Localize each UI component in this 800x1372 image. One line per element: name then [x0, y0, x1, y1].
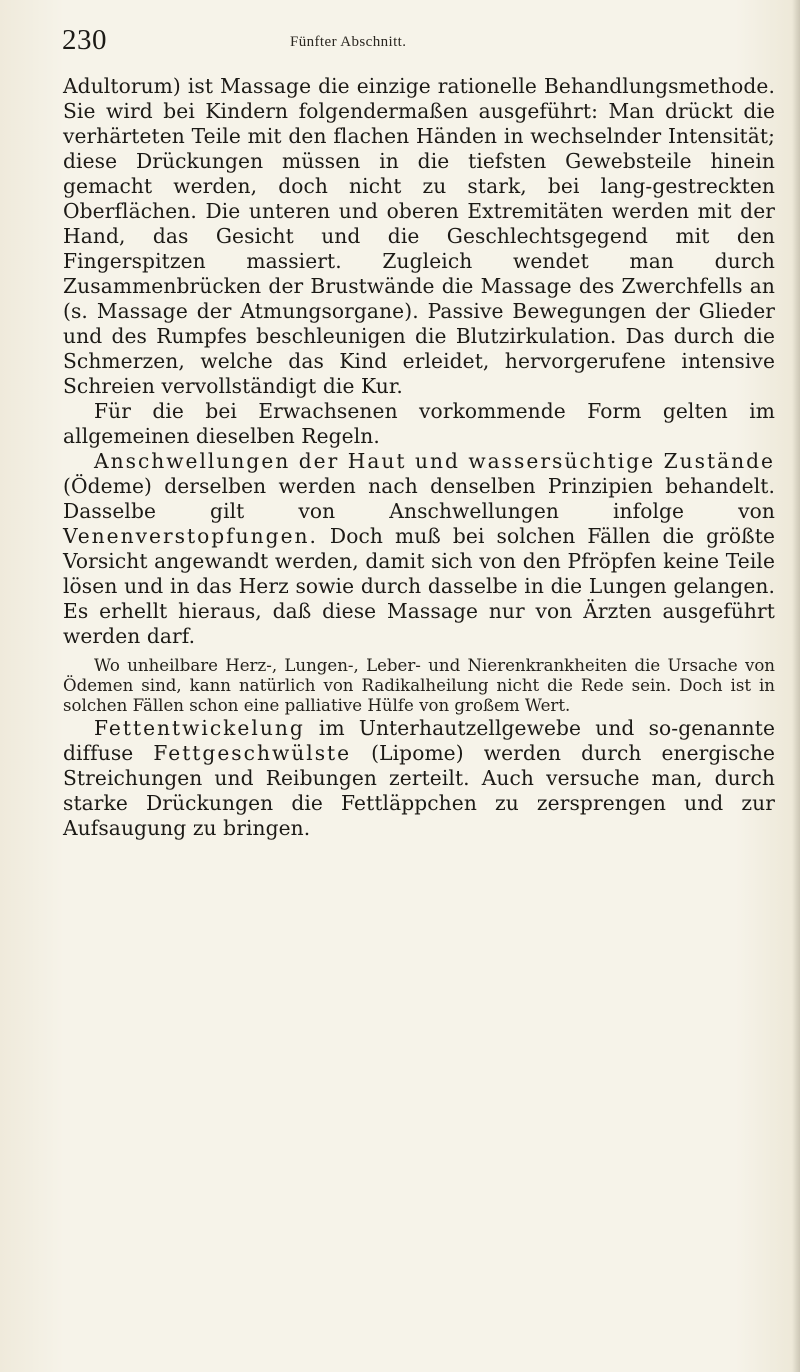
term-fat-development: Fettentwickelung	[94, 716, 305, 740]
page-edge-shadow	[792, 0, 800, 1372]
page-number: 230	[62, 24, 107, 56]
paragraph-edema	[63, 449, 775, 649]
paragraph-adults	[63, 399, 775, 449]
paragraph-edema-text-2: Doch muß bei solchen Fällen die größte Vorsicht angewandt werden, damit sich von den Pfröpfen keine Teile lösen und in das Herz sowie durch dasselbe in die Lungen gelangen. Es erhellt hieraus, daß diese Massage nur von Ärzten ausgeführt werden darf.	[63, 524, 775, 648]
running-head: Fünfter Abschnitt.	[290, 34, 407, 50]
paragraph-adults-text: Für die bei Erwachsenen vorkommende Form gelten im allgemeinen dieselben Regeln.	[63, 399, 775, 448]
paragraph-edema-text-1: (Ödeme) derselben werden nach denselben Prinzipien behandelt. Dasselbe gilt von Anschwellungen infolge von	[63, 474, 775, 523]
footnote-incurable: Wo unheilbare Herz-, Lungen-, Leber- und Nierenkrankheiten die Ursache von Ödemen sind, kann natürlich von Radikalheilung nicht die Rede sein. Doch ist in solchen Fällen schon eine palliative Hülfe von großem Wert.	[63, 656, 775, 715]
term-venous-blockage: Venenverstopfungen.	[63, 524, 318, 548]
paragraph-fat-text-1: im Unterhautzellgewebe und so-genannte diffuse	[63, 716, 775, 765]
page-header	[62, 22, 762, 62]
term-lipomas: Fettgeschwülste	[153, 741, 352, 765]
term-skin-swellings: Anschwellungen der Haut und wassersüchtige Zustände	[94, 449, 775, 473]
paragraph-fat-text-2: (Lipome) werden durch energische Streichungen und Reibungen zerteilt. Auch versuche man, durch starke Drückungen die Fettläppchen zu zersprengen und zur Aufsaugung zu bringen.	[63, 741, 775, 840]
body-text	[63, 74, 775, 841]
paragraph-massage-method: Adultorum) ist Massage die einzige rationelle Behandlungsmethode. Sie wird bei Kindern folgendermaßen ausgeführt: Man drückt die verhärteten Teile mit den flachen Händen in wechselnder Intensität; diese Drückungen müssen in die tiefsten Gewebsteile hinein gemacht werden, doch nicht zu stark, bei lang-gestreckten Oberflächen. Die unteren und oberen Extremitäten werden mit der Hand, das Gesicht und die Geschlechtsgegend mit den Fingerspitzen massiert. Zugleich wendet man durch Zusammenbrücken der Brustwände die Massage des Zwerchfells an (s. Massage der Atmungsorgane). Passive Bewegungen der Glieder und des Rumpfes beschleunigen die Blutzirkulation. Das durch die Schmerzen, welche das Kind erleidet, hervorgerufene intensive Schreien vervollständigt die Kur.	[63, 74, 775, 398]
paragraph-fat	[63, 716, 775, 841]
